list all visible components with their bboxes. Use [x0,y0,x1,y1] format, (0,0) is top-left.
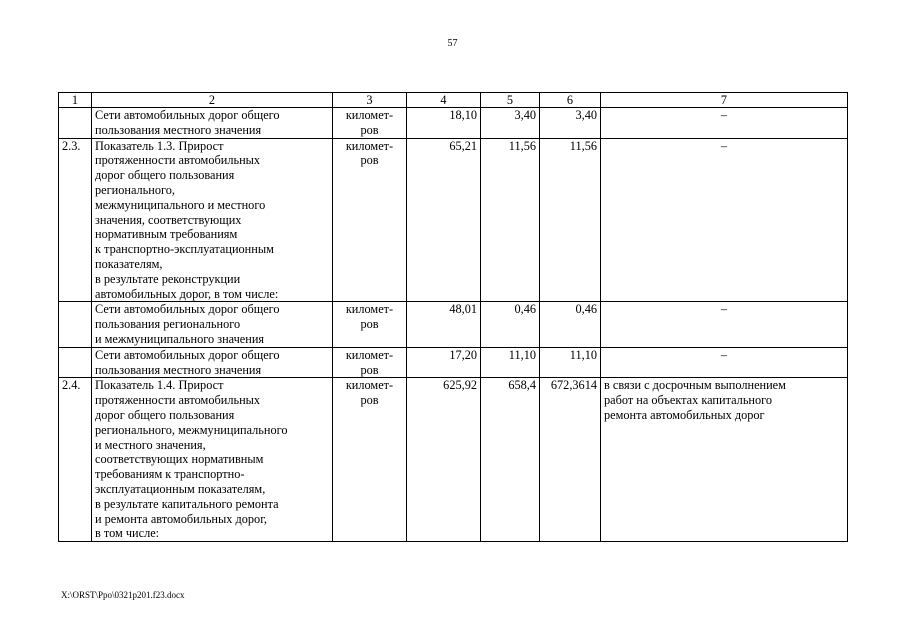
cell-text-line: пользования местного значения [95,122,262,137]
cell-text-line: – [720,347,728,362]
cell-text-line: пользования местного значения [95,362,262,377]
cell-text-line: и межмуниципального значения [95,331,265,346]
cell-text-line: в том числе: [95,526,160,541]
cell-text-line: километ- [345,347,394,362]
cell-text-line: Показатель 1.4. Прирост [95,378,224,393]
column-header: 5 [481,93,540,108]
row-number-cell: 2.3. [59,138,92,302]
column-header: 4 [407,93,481,108]
table-row [59,108,848,139]
page-number: 57 [447,38,458,49]
cell-text-line: ров [360,317,379,332]
value-col6-cell: 11,10 [540,347,601,378]
indicator-name-cell [92,302,333,347]
column-header: 1 [59,93,92,108]
cell-text-line: в связи с досрочным выполнением [604,378,786,393]
note-cell [601,347,848,378]
table-header-row [59,93,848,108]
value-col5-cell: 3,40 [481,108,540,139]
cell-text-line: и ремонта автомобильных дорог, [95,511,267,526]
cell-text-line: ров [360,122,379,137]
cell-text-line: километ- [345,138,394,153]
row-number-cell [59,108,92,139]
cell-text-line: требованиям к транспортно- [95,467,245,482]
value-col6-cell: 11,56 [540,138,601,302]
row-number-cell: 2.4. [59,378,92,542]
value-col5-cell: 11,56 [481,138,540,302]
cell-text-line: эксплуатационным показателям, [95,481,266,496]
cell-text-line: соответствующих нормативным [95,452,264,467]
cell-text-line: к транспортно-эксплуатационным [95,242,274,257]
cell-text-line: дорог общего пользования [95,407,235,422]
value-col6-cell: 3,40 [540,108,601,139]
cell-text-line: регионального, [95,182,175,197]
cell-text-line: автомобильных дорог, в том числе: [95,286,279,301]
value-col5-cell: 658,4 [481,378,540,542]
cell-text-line: работ на объектах капитального [604,393,773,408]
cell-text-line: ремонта автомобильных дорог [604,407,765,422]
cell-text-line: – [720,138,728,153]
value-col6-cell: 0,46 [540,302,601,347]
value-col4-cell: 48,01 [407,302,481,347]
table-row [59,302,848,347]
cell-text-line: в результате реконструкции [95,271,241,286]
unit-cell [333,138,407,302]
cell-text-line: – [720,108,728,122]
cell-text-line: и местного значения, [95,437,206,452]
value-col5-cell: 0,46 [481,302,540,347]
value-col4-cell: 625,92 [407,378,481,542]
cell-text-line: Сети автомобильных дорог общего [95,347,280,362]
cell-text-line: нормативным требованиям [95,227,238,242]
unit-cell [333,302,407,347]
cell-text-line: ров [360,362,379,377]
cell-text-line: Показатель 1.3. Прирост [95,138,224,153]
value-col4-cell: 18,10 [407,108,481,139]
cell-text-line: показателям, [95,256,163,271]
cell-text-line: Сети автомобильных дорог общего [95,108,280,122]
note-cell [601,108,848,139]
unit-cell [333,378,407,542]
cell-text-line: протяженности автомобильных [95,153,261,168]
note-cell [601,138,848,302]
unit-cell [333,347,407,378]
note-cell [601,378,848,542]
cell-text-line: значения, соответствующих [95,212,242,227]
cell-text-line: дорог общего пользования [95,168,235,183]
cell-text-line: Сети автомобильных дорог общего [95,302,280,317]
value-col4-cell: 17,20 [407,347,481,378]
table-row [59,378,848,542]
note-cell [601,302,848,347]
column-header: 3 [333,93,407,108]
cell-text-line: ров [360,153,379,168]
cell-text-line: протяженности автомобильных [95,393,261,408]
value-col6-cell: 672,3614 [540,378,601,542]
file-path-footer: X:\ORST\Ppo\0321p201.f23.docx [61,590,185,600]
indicator-table [58,92,848,542]
cell-text-line: – [720,302,728,317]
cell-text-line: регионального, межмуниципального [95,422,288,437]
table-row [59,347,848,378]
cell-text-line: межмуниципального и местного [95,197,266,212]
indicator-name-cell [92,347,333,378]
cell-text-line: пользования регионального [95,317,241,332]
row-number-cell [59,347,92,378]
column-header: 2 [92,93,333,108]
value-col4-cell: 65,21 [407,138,481,302]
table-row [59,138,848,302]
cell-text-line: километ- [345,378,394,393]
column-header: 6 [540,93,601,108]
cell-text-line: километ- [345,302,394,317]
indicator-name-cell [92,138,333,302]
indicator-name-cell [92,378,333,542]
cell-text-line: в результате капитального ремонта [95,496,279,511]
cell-text-line: километ- [345,108,394,122]
cell-text-line: ров [360,393,379,408]
row-number-cell [59,302,92,347]
column-header: 7 [601,93,848,108]
unit-cell [333,108,407,139]
indicator-name-cell [92,108,333,139]
value-col5-cell: 11,10 [481,347,540,378]
